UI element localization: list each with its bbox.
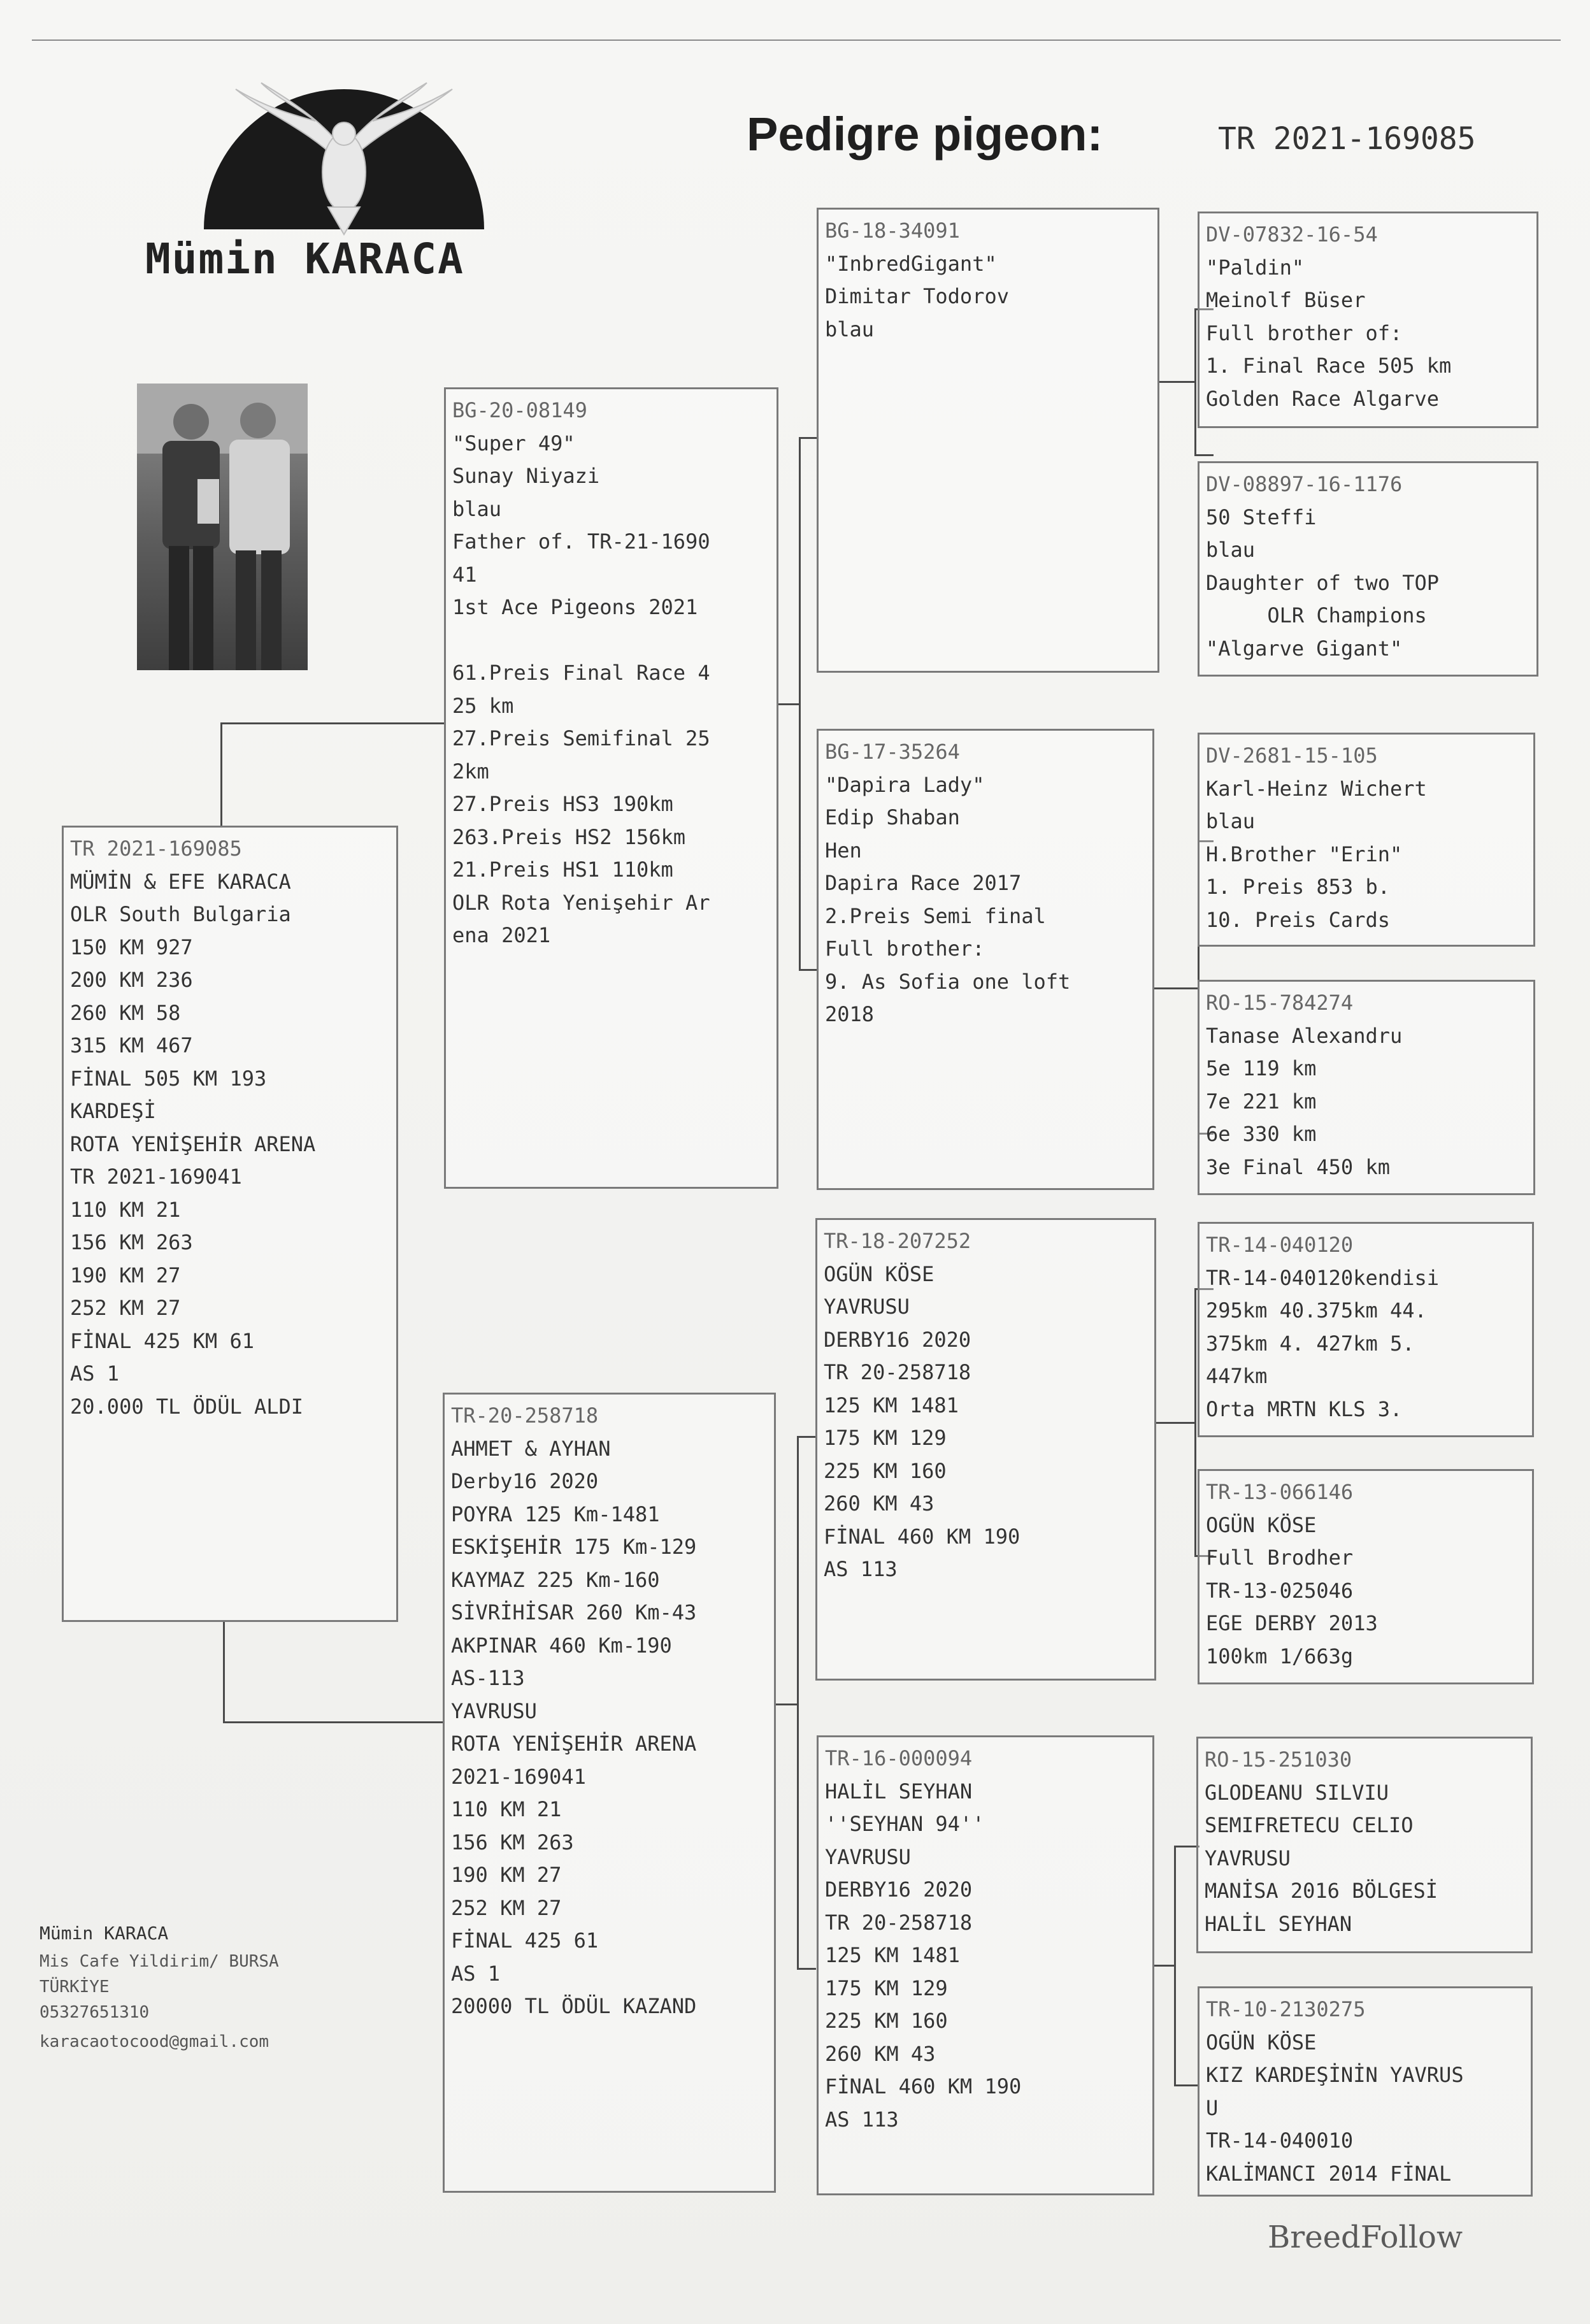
grandparent-line: TR-16-000094 [825, 1746, 973, 1770]
connector-gp2-stub [1154, 987, 1199, 989]
grandparent-card-4 [817, 1735, 1154, 2195]
grandparent-line: Edip Shaban [825, 805, 960, 829]
subject-line: TR 2021-169041 [70, 1165, 242, 1189]
great-grandparent-line: KALİMANCI 2014 FİNAL [1206, 2161, 1452, 2186]
grandparent-line: TR 20-258718 [825, 1910, 973, 1935]
great-grandparent-card-5 [1198, 1222, 1534, 1437]
subject-line: FİNAL 505 KM 193 [70, 1066, 267, 1091]
great-grandparent-line: 6e 330 km [1206, 1122, 1317, 1146]
grandparent-line: 175 KM 129 [825, 1976, 948, 2000]
connector-subject-mother-v [223, 1622, 225, 1723]
connector-father-bracket-bottom [799, 969, 817, 971]
grandparent-line: "Dapira Lady" [825, 772, 985, 797]
great-grandparent-line: RO-15-784274 [1206, 991, 1354, 1015]
connector-gp4-bottom [1174, 2084, 1200, 2086]
grandparent-line: 125 KM 1481 [824, 1393, 959, 1417]
father-line: Sunay Niyazi [452, 464, 600, 488]
great-grandparent-line: 1. Preis 853 b. [1206, 875, 1390, 899]
connector-subject-father-h [220, 722, 445, 724]
grandparent-card-1 [817, 208, 1159, 673]
grandparent-line: 260 KM 43 [824, 1491, 935, 1516]
great-grandparent-line: blau [1206, 538, 1256, 562]
grandparent-line: FİNAL 460 KM 190 [824, 1524, 1021, 1549]
grandparent-line: DERBY16 2020 [824, 1327, 971, 1352]
great-grandparent-line: Karl-Heinz Wichert [1206, 776, 1427, 801]
mother-card [443, 1393, 776, 2193]
great-grandparent-line: TR-14-040120kendisi [1206, 1265, 1440, 1290]
subject-line: 190 KM 27 [70, 1263, 181, 1288]
great-grandparent-line: RO-15-251030 [1205, 1747, 1352, 1772]
breedfollow-watermark: BreedFollow [1268, 2220, 1463, 2255]
subject-line: MÜMİN & EFE KARACA [70, 869, 291, 894]
father-line: 25 km [452, 693, 514, 718]
great-grandparent-line: 447km [1206, 1364, 1268, 1388]
connector-gp4-top [1174, 1846, 1200, 1847]
mother-line: 190 KM 27 [451, 1863, 562, 1887]
connector-father-stub [778, 703, 800, 705]
grandparent-card-2 [817, 729, 1154, 1190]
subject-line: 156 KM 263 [70, 1230, 193, 1254]
connector-gp3-stub [1156, 1422, 1196, 1424]
grandparent-line: 260 KM 43 [825, 2041, 936, 2066]
great-grandparent-card-7 [1196, 1737, 1533, 1953]
great-grandparent-line: 5e 119 km [1206, 1056, 1317, 1080]
grandparent-line: Dapira Race 2017 [825, 871, 1022, 895]
grandparent-line: 125 KM 1481 [825, 1943, 960, 1967]
mother-line: 110 KM 21 [451, 1797, 562, 1821]
great-grandparent-line: U [1206, 2095, 1219, 2120]
connector-gp1-stub [1159, 381, 1196, 383]
grandparent-line: HALİL SEYHAN [825, 1779, 973, 1804]
connector-father-bracket-top [799, 437, 817, 439]
father-line: 41 [452, 562, 477, 587]
mother-line: 2021-169041 [451, 1764, 586, 1789]
grandparent-line: 225 KM 160 [824, 1458, 947, 1483]
great-grandparent-line: 3e Final 450 km [1206, 1154, 1390, 1179]
great-grandparent-line: TR-13-066146 [1206, 1480, 1354, 1504]
mother-line: KAYMAZ 225 Km-160 [451, 1567, 660, 1592]
great-grandparent-line: 1. Final Race 505 km [1206, 354, 1452, 378]
great-grandparent-line: "Paldin" [1206, 255, 1305, 280]
footer-name: Mümin KARACA [39, 1923, 169, 1944]
connector-subject-mother-h [223, 1721, 443, 1723]
great-grandparent-line: TR-14-040120 [1206, 1233, 1354, 1257]
great-grandparent-line: 100km 1/663g [1206, 1644, 1354, 1668]
grandparent-line: AS 113 [824, 1557, 898, 1581]
great-grandparent-line: 375km 4. 427km 5. [1206, 1331, 1415, 1356]
great-grandparent-line: GLODEANU SILVIU [1205, 1780, 1389, 1805]
great-grandparent-line: TR-10-2130275 [1206, 1997, 1366, 2021]
great-grandparent-line: SEMIFRETECU CELIO [1205, 1813, 1414, 1837]
father-card [444, 387, 778, 1189]
subject-line: FİNAL 425 KM 61 [70, 1328, 254, 1353]
mother-line: ROTA YENİŞEHİR ARENA [451, 1732, 697, 1756]
great-grandparent-line: Full Brodher [1206, 1546, 1354, 1570]
great-grandparent-line: HALİL SEYHAN [1205, 1911, 1352, 1936]
mother-line: TR-20-258718 [451, 1403, 599, 1428]
footer-email: karacaotocood@gmail.com [39, 2032, 269, 2051]
father-line: 21.Preis HS1 110km [452, 857, 673, 882]
grandparent-card-3 [815, 1218, 1156, 1681]
great-grandparent-line: DV-2681-15-105 [1206, 743, 1378, 768]
grandparent-line: 225 KM 160 [825, 2009, 948, 2033]
grandparent-line: blau [825, 317, 875, 341]
subject-line: 252 KM 27 [70, 1296, 181, 1320]
great-grandparent-card-1 [1198, 212, 1538, 428]
grandparent-line: OGÜN KÖSE [824, 1261, 935, 1286]
great-grandparent-card-3 [1198, 733, 1535, 947]
grandparent-line: TR 20-258718 [824, 1360, 971, 1384]
grandparent-line: 2.Preis Semi final [825, 903, 1046, 928]
great-grandparent-card-6 [1198, 1469, 1534, 1684]
great-grandparent-line: OGÜN KÖSE [1206, 1512, 1317, 1537]
grandparent-line: FİNAL 460 KM 190 [825, 2074, 1022, 2098]
mother-line: ESKİŞEHİR 175 Km-129 [451, 1535, 697, 1559]
great-grandparent-line: 50 Steffi [1206, 505, 1317, 529]
father-line: Father of. TR-21-1690 [452, 529, 710, 554]
great-grandparent-line: Meinolf Büser [1206, 288, 1366, 312]
subject-line: OLR South Bulgaria [70, 902, 291, 926]
grandparent-line: BG-17-35264 [825, 740, 960, 764]
father-line [452, 624, 770, 657]
grandparent-line: Full brother: [825, 936, 985, 961]
mother-line: AKPINAR 460 Km-190 [451, 1633, 672, 1658]
grandparent-line: 175 KM 129 [824, 1426, 947, 1450]
father-line: "Super 49" [452, 431, 575, 455]
great-grandparent-line: 10. Preis Cards [1206, 907, 1390, 932]
great-grandparent-line: 295km 40.375km 44. [1206, 1298, 1427, 1323]
great-grandparent-line: DV-08897-16-1176 [1206, 472, 1403, 496]
great-grandparent-line: 7e 221 km [1206, 1089, 1317, 1114]
mother-line: AS-113 [451, 1666, 525, 1690]
connector-gp1-bottom [1194, 454, 1214, 456]
great-grandparent-line: Tanase Alexandru [1206, 1023, 1403, 1048]
great-grandparent-line: Orta MRTN KLS 3. [1206, 1396, 1403, 1421]
subject-line: 260 KM 58 [70, 1000, 181, 1025]
page-title: Pedigre pigeon: [747, 108, 1103, 161]
subject-line: 20.000 TL ÖDÜL ALDI [70, 1394, 304, 1419]
grandparent-line: "InbredGigant" [825, 251, 997, 276]
grandparent-line: BG-18-34091 [825, 219, 960, 243]
footer-phone: 05327651310 [39, 2003, 150, 2022]
great-grandparent-line: TR-14-040010 [1206, 2128, 1354, 2153]
grandparent-line: 9. As Sofia one loft [825, 969, 1071, 994]
subject-line: 200 KM 236 [70, 968, 193, 992]
subject-card [62, 826, 398, 1622]
grandparent-line: YAVRUSU [824, 1295, 910, 1319]
mother-line: 20000 TL ÖDÜL KAZAND [451, 1994, 697, 2018]
grandparent-line: Dimitar Todorov [825, 284, 1009, 308]
grandparent-line: AS 113 [825, 2107, 899, 2132]
top-divider [32, 39, 1561, 41]
subject-line: AS 1 [70, 1361, 120, 1386]
great-grandparent-line: Daughter of two TOP [1206, 570, 1440, 595]
great-grandparent-line: H.Brother "Erin" [1206, 842, 1403, 866]
subject-line: 150 KM 927 [70, 935, 193, 959]
subject-line: 315 KM 467 [70, 1033, 193, 1058]
mother-line: 156 KM 263 [451, 1830, 574, 1854]
connector-subject-father-v [220, 722, 222, 826]
mother-line: SİVRİHİSAR 260 Km-43 [451, 1600, 697, 1625]
subject-line: ROTA YENİŞEHİR ARENA [70, 1131, 316, 1156]
owner-name: Mümin KARACA [145, 234, 464, 283]
great-grandparent-line: TR-13-025046 [1206, 1578, 1354, 1603]
father-line: 61.Preis Final Race 4 [452, 661, 710, 685]
great-grandparent-line: Golden Race Algarve [1206, 386, 1440, 411]
connector-gp4-stub [1154, 1965, 1175, 1967]
great-grandparent-card-8 [1198, 1986, 1533, 2197]
grandparent-line: ''SEYHAN 94'' [825, 1812, 985, 1836]
connector-mother-stub [776, 1704, 798, 1705]
great-grandparent-line: EGE DERBY 2013 [1206, 1611, 1378, 1635]
father-line: 2km [452, 759, 489, 784]
father-line: ena 2021 [452, 923, 551, 947]
father-line: 27.Preis HS3 190km [452, 792, 673, 816]
grandparent-line: YAVRUSU [825, 1844, 911, 1869]
mother-line: AS 1 [451, 1961, 501, 1986]
footer-address-1: Mis Cafe Yildirim/ BURSA [39, 1952, 279, 1971]
father-line: 263.Preis HS2 156km [452, 824, 686, 849]
father-line: BG-20-08149 [452, 398, 587, 422]
great-grandparent-line: DV-07832-16-54 [1206, 222, 1378, 247]
dove-logo [197, 70, 491, 236]
great-grandparent-line: KIZ KARDEŞİNİN YAVRUS [1206, 2063, 1464, 2087]
subject-line: KARDEŞİ [70, 1099, 156, 1123]
footer-address-2: TÜRKİYE [39, 1977, 110, 1997]
great-grandparent-line: Full brother of: [1206, 320, 1403, 345]
mother-line: 252 KM 27 [451, 1895, 562, 1920]
connector-mother-bracket-v [797, 1436, 799, 1970]
father-line: OLR Rota Yenişehir Ar [452, 890, 710, 915]
subject-line: 110 KM 21 [70, 1197, 181, 1222]
father-line: 1st Ace Pigeons 2021 [452, 595, 698, 619]
grandparent-line: Hen [825, 838, 862, 863]
great-grandparent-line: blau [1206, 809, 1256, 833]
father-line: blau [452, 496, 502, 521]
grandparent-line: DERBY16 2020 [825, 1877, 973, 1902]
mother-line: POYRA 125 Km-1481 [451, 1502, 660, 1526]
connector-mother-bracket-bottom [797, 1968, 816, 1970]
great-grandparent-line: OLR Champions [1206, 603, 1427, 628]
mother-line: AHMET & AYHAN [451, 1436, 611, 1461]
grandparent-line: 2018 [825, 1002, 875, 1026]
ring-number: TR 2021-169085 [1218, 121, 1476, 157]
great-grandparent-line: MANİSA 2016 BÖLGESİ [1205, 1879, 1438, 1903]
mother-line: Derby16 2020 [451, 1469, 599, 1493]
great-grandparent-card-4 [1198, 980, 1535, 1195]
great-grandparent-line: "Algarve Gigant" [1206, 636, 1403, 661]
father-line: 27.Preis Semifinal 25 [452, 726, 710, 750]
great-grandparent-line: OGÜN KÖSE [1206, 2030, 1317, 2055]
subject-line: TR 2021-169085 [70, 836, 242, 861]
connector-mother-bracket-top [797, 1436, 816, 1438]
owners-photo [137, 384, 308, 670]
owners-photo-figures [137, 384, 308, 670]
mother-line: FİNAL 425 61 [451, 1928, 599, 1953]
grandparent-line: TR-18-207252 [824, 1229, 971, 1253]
great-grandparent-line: YAVRUSU [1205, 1846, 1291, 1870]
great-grandparent-card-2 [1198, 461, 1538, 677]
mother-line: YAVRUSU [451, 1698, 537, 1723]
